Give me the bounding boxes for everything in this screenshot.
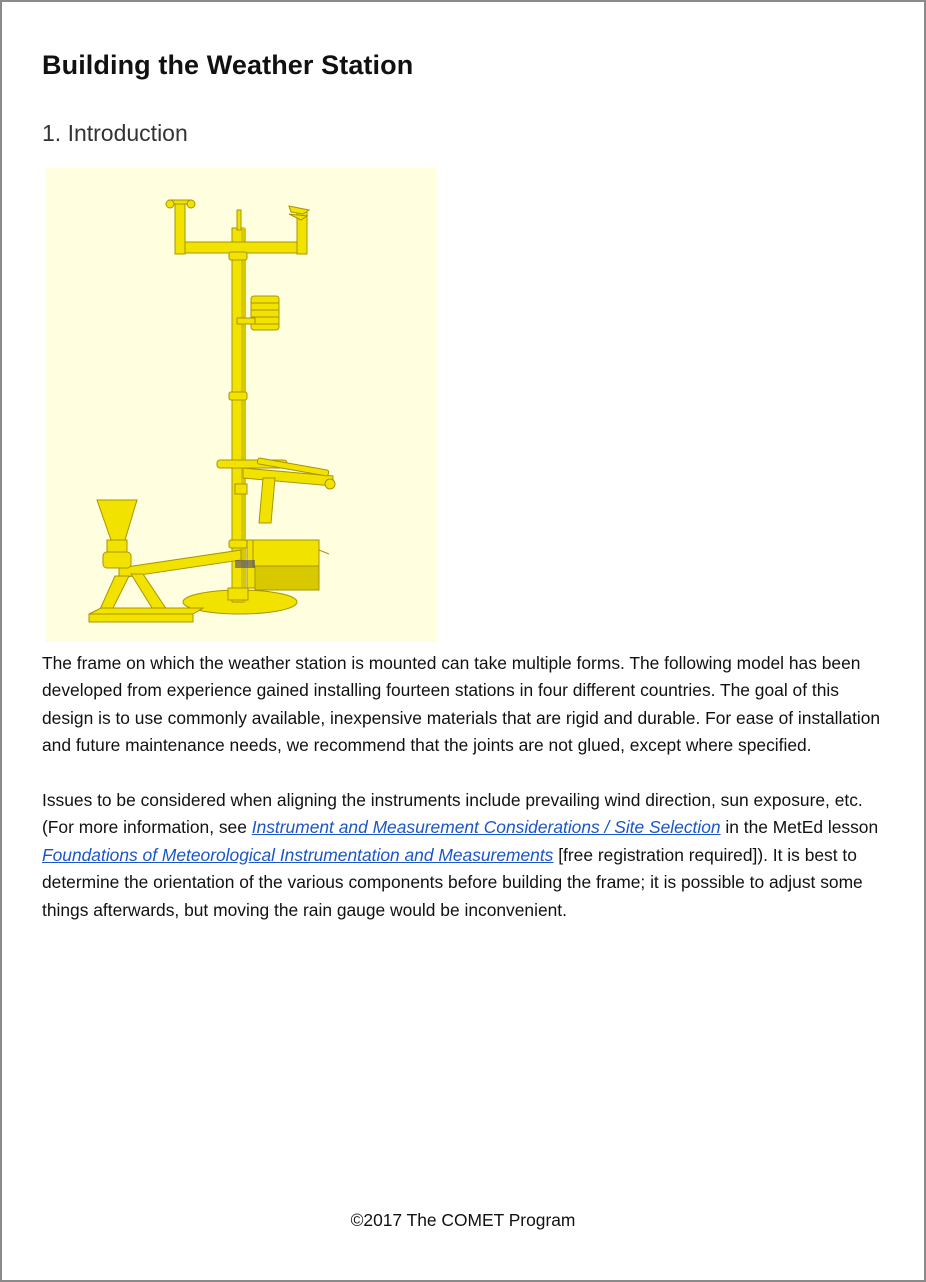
alignment-text-1: Issues to be considered when aligning the instruments include prevailing wind direction, sun exposure, etc. (For more information, see: [42, 790, 863, 838]
alignment-text-3: [free registration required]). It is best to determine the orientation of the various components before building the frame; it is possible to adjust some things afterwards, but moving the rain gauge would be inconvenient.: [42, 844, 863, 920]
intro-paragraph: The frame on which the weather station is mounted can take multiple forms. The following model has been developed from experience gained installing fourteen stations in four different countries. The goal of this design is to use commonly available, inexpensive materials that are rigid and durable. For ease of installation and future maintenance needs, we recommend that the joints are not glued, except where specified.: [42, 653, 881, 756]
weather-station-illustration: [45, 168, 437, 642]
alignment-text-2: in the MetEd lesson: [720, 817, 879, 838]
copyright-footer: ©2017 The COMET Program: [350, 1210, 576, 1230]
article-body: [42, 650, 888, 951]
meted-lesson-link[interactable]: Foundations of Meteorological Instrumentation and Measurements: [42, 844, 554, 865]
weather-station-model-image: [45, 168, 437, 642]
alignment-paragraph: [42, 787, 888, 924]
section-heading: 1. Introduction: [42, 120, 188, 146]
site-selection-link[interactable]: Instrument and Measurement Considerations / Site Selection: [251, 817, 721, 838]
page-title: Building the Weather Station: [42, 50, 414, 80]
